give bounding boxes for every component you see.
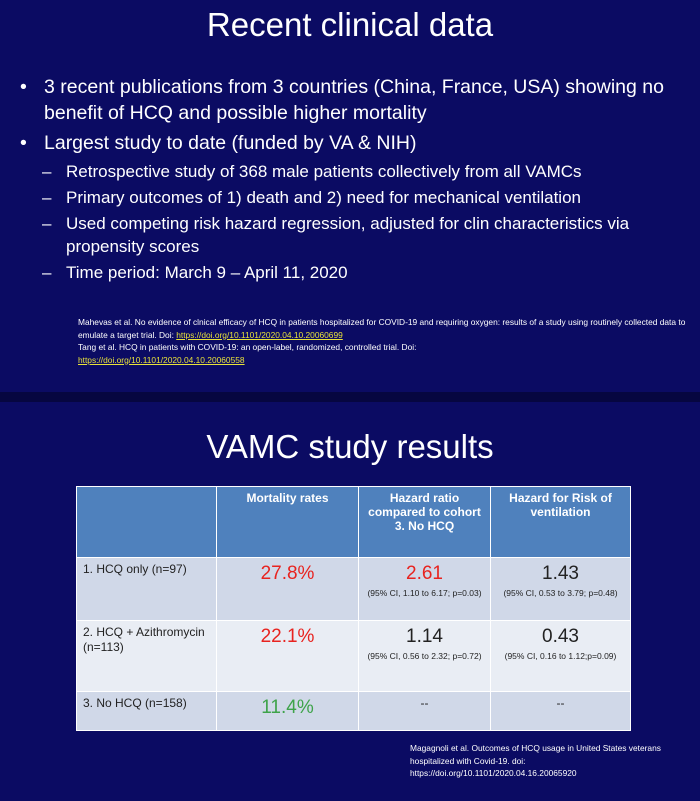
dash-icon: –	[42, 263, 52, 282]
citation: Magagnoli et al. Outcomes of HCQ usage in United States veterans hospitalized with Covid-19. doi: https://doi.org/10.1101/2020.04.16.20065920	[410, 743, 661, 778]
sub-bullet-item: – Primary outcomes of 1) death and 2) need for mechanical ventilation	[42, 188, 581, 207]
dash-icon: –	[42, 162, 52, 181]
mortality-cell: 22.1%	[217, 621, 359, 692]
table-row	[77, 621, 631, 692]
bullet-dot-icon: •	[20, 76, 27, 98]
table-row	[77, 692, 631, 731]
header-cell	[77, 487, 217, 558]
hazard-cell: --	[359, 692, 491, 731]
sub-bullet-item: – Time period: March 9 – April 11, 2020	[42, 263, 348, 282]
row-label: 3. No HCQ (n=158)	[77, 692, 217, 731]
slide-title: VAMC study results	[206, 428, 494, 465]
header-cell: Mortality rates	[217, 487, 359, 558]
bullet-list	[20, 74, 680, 287]
row-label: 2. HCQ + Azithromycin (n=113)	[77, 621, 217, 692]
sub-bullet-item: – Used competing risk hazard regression, adjusted for clin characteristics via propensity scores	[42, 214, 630, 256]
ventilation-cell: 1.43 (95% CI, 0.53 to 3.79; p=0.48)	[491, 558, 631, 621]
reference-2: Tang et al. HCQ in patients with COVID-19: an open-label, randomized, controlled trial. Doi: https://doi.org/10.1101/2020.04.10.20060558	[78, 342, 417, 365]
dash-icon: –	[42, 188, 52, 207]
hazard-cell: 2.61 (95% CI, 1.10 to 6.17; p=0.03)	[359, 558, 491, 621]
bullet-item: • 3 recent publications from 3 countries (China, France, USA) showing no benefit of HCQ and possible higher mortality	[20, 76, 664, 124]
ventilation-cell: --	[491, 692, 631, 731]
sub-bullet-item: – Retrospective study of 368 male patients collectively from all VAMCs	[42, 162, 582, 181]
reference-1-link[interactable]: https://doi.org/10.1101/2020.04.10.20060699	[176, 329, 343, 340]
results-table	[76, 486, 631, 731]
slide-divider	[0, 392, 700, 402]
dash-icon: –	[42, 214, 52, 233]
reference-2-link[interactable]: https://doi.org/10.1101/2020.04.10.20060558	[78, 354, 245, 365]
slide-vamc-study-results	[0, 402, 700, 801]
mortality-cell: 11.4%	[217, 692, 359, 731]
reference-1: Mahevas et al. No evidence of clnical efficacy of HCQ in patients hospitalized for COVID-19 and requiring oxygen: results of a study using routinely collected data to emulate a target trial. Doi: https://doi.org/10.1101/2020.04.10.20060699	[78, 317, 686, 340]
row-label: 1. HCQ only (n=97)	[77, 558, 217, 621]
bullet-item: • Largest study to date (funded by VA & NIH)	[20, 132, 417, 154]
ventilation-cell: 0.43 (95% CI, 0.16 to 1.12;p=0.09)	[491, 621, 631, 692]
references	[78, 316, 688, 366]
slide-recent-clinical-data	[0, 0, 700, 392]
slide-title: Recent clinical data	[206, 6, 494, 43]
table-row	[77, 558, 631, 621]
header-cell: Hazard for Risk of ventilation	[491, 487, 631, 558]
bullet-dot-icon: •	[20, 132, 27, 154]
table-header-row	[77, 487, 631, 558]
header-cell: Hazard ratio compared to cohort 3. No HCQ	[359, 487, 491, 558]
mortality-cell: 27.8%	[217, 558, 359, 621]
hazard-cell: 1.14 (95% CI, 0.56 to 2.32; p=0.72)	[359, 621, 491, 692]
